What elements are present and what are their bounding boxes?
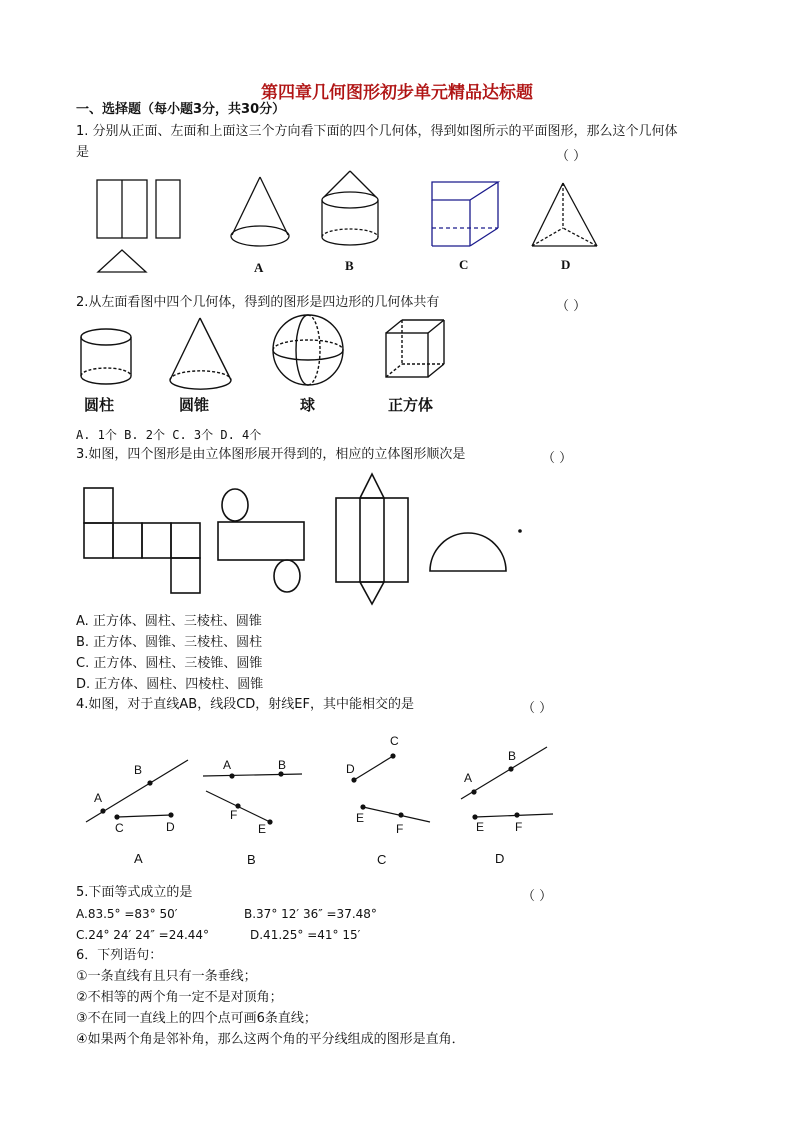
q4-label-d: D	[495, 851, 505, 866]
q4a-point-b: B	[134, 763, 143, 777]
q4b-point-e: E	[258, 822, 267, 836]
q3-cone-net	[430, 530, 521, 571]
q2-cylinder	[81, 329, 131, 384]
q4c-point-d: D	[346, 762, 355, 776]
q1-label-d: D	[561, 257, 571, 272]
q6-stem: 6．下列语句：	[76, 948, 163, 963]
q3-answer-paren: （ ）	[542, 451, 573, 466]
q3-prism-net	[336, 474, 408, 604]
q2-label-cube: 正方体	[388, 396, 434, 414]
q5-stem: 5.下面等式成立的是	[76, 885, 193, 900]
q3-option-a: A. 正方体、圆柱、三棱柱、圆锥	[76, 614, 262, 629]
q3-option-c: C. 正方体、圆柱、三棱锥、圆锥	[76, 656, 263, 671]
q2-cube	[386, 320, 444, 377]
q3-cube-net	[84, 488, 200, 593]
q5-option-c: C.24° 24′ 24″ =24.44°	[76, 928, 210, 942]
q2-options: A. 1个 B. 2个 C. 3个 D. 4个	[76, 428, 262, 442]
q4a-point-a: A	[94, 791, 103, 805]
q5-option-d: D.41.25° =41° 15′	[250, 928, 361, 942]
q4-figure-d	[461, 747, 553, 819]
q1-label-c: C	[459, 257, 469, 272]
page-title: 第四章几何图形初步单元精品达标题	[261, 83, 533, 103]
q2-answer-paren: （ ）	[556, 299, 587, 314]
q4-figure-b	[203, 772, 302, 824]
q2-label-cone: 圆锥	[179, 396, 210, 414]
q4a-point-c: C	[115, 821, 124, 835]
q4b-point-a: A	[223, 758, 232, 772]
q4-label-b: B	[247, 852, 256, 867]
q1-three-view-figure	[97, 180, 180, 272]
q4a-point-d: D	[166, 820, 175, 834]
q1-option-c-prism	[432, 182, 498, 246]
q1-label-b: B	[345, 258, 354, 273]
q1-stem-line2: 是	[76, 145, 90, 160]
q1-stem-line1: 1. 分别从正面、左面和上面这三个方向看下面的四个几何体，得到如图所示的平面图形，那么这个几何体	[76, 124, 678, 139]
q5-option-a: A.83.5° =83° 50′	[76, 907, 178, 921]
q3-cylinder-net	[218, 489, 304, 592]
q5-option-b: B.37° 12′ 36″ =37.48°	[244, 907, 377, 921]
q3-option-b: B. 正方体、圆锥、三棱柱、圆柱	[76, 635, 263, 650]
q1-option-a-cone	[231, 177, 289, 246]
q4-label-c: C	[377, 852, 387, 867]
q4c-point-c: C	[390, 734, 399, 748]
q1-option-b-cylinder-cone	[322, 171, 378, 245]
q4d-point-a: A	[464, 771, 473, 785]
q4b-point-b: B	[278, 758, 287, 772]
q4-answer-paren: （ ）	[522, 701, 553, 716]
q1-label-a: A	[254, 260, 264, 275]
q2-label-cylinder: 圆柱	[84, 396, 115, 414]
q4c-point-e: E	[356, 811, 365, 825]
q4d-point-b: B	[508, 749, 517, 763]
q4c-point-f: F	[396, 822, 404, 836]
q4-stem: 4.如图，对于直线AB，线段CD，射线EF，其中能相交的是	[76, 697, 414, 712]
q6-item-1: ①一条直线有且只有一条垂线；	[76, 969, 257, 984]
q2-sphere	[273, 315, 343, 385]
q1-answer-paren: （ ）	[556, 149, 587, 164]
q4-label-a: A	[134, 851, 143, 866]
q6-item-4: ④如果两个角是邻补角，那么这两个角的平分线组成的图形是直角．	[76, 1032, 465, 1047]
q2-stem: 2.从左面看图中四个几何体，得到的图形是四边形的几何体共有	[76, 295, 440, 310]
q4d-point-f: F	[515, 820, 523, 834]
section-heading: 一、选择题（每小题3分，共30分）	[76, 102, 286, 117]
q2-cone	[170, 318, 231, 389]
q6-item-3: ③不在同一直线上的四个点可画6条直线；	[76, 1011, 317, 1026]
q4b-point-f: F	[230, 808, 238, 822]
q3-option-d: D. 正方体、圆柱、四棱柱、圆锥	[76, 677, 264, 692]
q1-option-d-pyramid	[532, 183, 597, 246]
q4d-point-e: E	[476, 820, 485, 834]
q6-item-2: ②不相等的两个角一定不是对顶角；	[76, 990, 283, 1005]
q5-answer-paren: （ ）	[522, 889, 553, 904]
q2-label-sphere: 球	[300, 396, 316, 414]
q3-stem: 3.如图，四个图形是由立体图形展开得到的，相应的立体图形顺次是	[76, 447, 466, 462]
